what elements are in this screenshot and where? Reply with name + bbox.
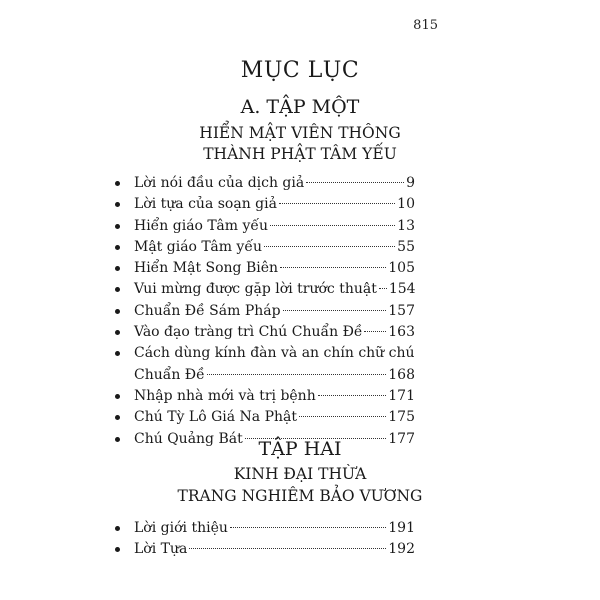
bullet-icon: [115, 547, 120, 552]
toc-entry: [0, 301, 600, 322]
toc-entry-label: Vui mừng được gặp lời trước thuật: [134, 281, 377, 298]
dot-leader: [279, 203, 395, 204]
toc-entry-label: Vào đạo tràng trì Chú Chuẩn Đề: [134, 324, 363, 341]
toc-entry: [0, 194, 600, 215]
toc-entry-page: 10: [397, 196, 415, 213]
toc-entry-page: 105: [388, 260, 415, 277]
bullet-icon: [115, 181, 120, 186]
dot-leader: [283, 310, 387, 311]
dot-leader: [230, 527, 386, 528]
toc-entry-label: Chú Quảng Bát: [134, 430, 243, 447]
page-number: 815: [413, 18, 438, 33]
toc-entry-page: 191: [388, 520, 415, 536]
section-a-subtitle-line2: THÀNH PHẬT TÂM YẾU: [203, 145, 397, 163]
bullet-icon: [115, 526, 120, 531]
dot-leader: [318, 395, 387, 396]
toc-entry: [0, 279, 600, 300]
dot-leader: [270, 225, 395, 226]
dot-leader: [364, 331, 386, 332]
toc-entry-label-line1: Cách dùng kính đàn và an chín chữ chú: [134, 345, 415, 362]
bullet-icon: [115, 309, 120, 314]
toc-entry-page: 13: [397, 217, 415, 234]
toc-entry-label: Mật giáo Tâm yếu: [134, 238, 262, 255]
bullet-icon: [115, 415, 120, 420]
section-b-heading: TẬP HAI: [258, 438, 342, 460]
toc-entry-page: 163: [388, 324, 415, 341]
toc-entry: [0, 518, 600, 539]
dot-leader: [306, 182, 404, 183]
dot-leader: [264, 246, 395, 247]
toc-list-section-a: [0, 173, 600, 450]
toc-entry: [0, 407, 600, 428]
toc-entry-label: Lời nói đầu của dịch giả: [134, 175, 305, 191]
toc-entry: [0, 173, 600, 194]
bullet-icon: [115, 266, 120, 271]
toc-entry-page: 9: [406, 175, 415, 191]
toc-entry-label: Lời tựa của soạn giả: [134, 196, 277, 213]
toc-entry-label: Hiển giáo Tâm yếu: [134, 217, 268, 234]
toc-list-section-b: [0, 518, 600, 561]
toc-entry-label: Lời Tựa: [134, 541, 188, 558]
section-b-subtitle-line1: KINH ĐẠI THỪA: [233, 465, 367, 483]
toc-entry: [0, 539, 600, 560]
toc-entry-page: 55: [397, 238, 415, 255]
toc-entry-page: 168: [388, 366, 415, 383]
dot-leader: [299, 416, 386, 417]
toc-entry-continuation: [0, 365, 600, 386]
toc-entry-page: 177: [388, 430, 415, 447]
toc-entry-page: 192: [388, 541, 415, 558]
toc-entry-label: Lời giới thiệu: [134, 520, 228, 536]
bullet-icon: [115, 224, 120, 229]
toc-entry-label: Chuẩn Đề: [134, 366, 205, 383]
toc-entry-page: 175: [388, 409, 415, 426]
bullet-icon: [115, 202, 120, 207]
toc-entry-label: Nhập nhà mới và trị bệnh: [134, 387, 316, 404]
section-a-heading: A. TẬP MỘT: [240, 96, 360, 118]
toc-entry: [0, 258, 600, 279]
page-title: MỤC LỤC: [240, 58, 360, 83]
bullet-icon: [115, 245, 120, 250]
dot-leader: [280, 267, 386, 268]
bullet-icon: [115, 394, 120, 399]
toc-entry-label: Hiển Mật Song Biên: [134, 260, 279, 277]
bullet-icon: [115, 330, 120, 335]
toc-entry: [0, 386, 600, 407]
toc-entry-page: 171: [388, 387, 415, 404]
toc-entry-label: Chuẩn Đề Sám Pháp: [134, 302, 281, 319]
toc-entry-page: 154: [388, 281, 416, 298]
dot-leader: [379, 288, 387, 289]
bullet-icon: [115, 351, 120, 356]
toc-entry: [0, 237, 600, 258]
toc-entry-page: 157: [388, 302, 415, 319]
toc-entry: [0, 322, 600, 343]
section-a-subtitle-line1: HIỂN MẬT VIÊN THÔNG: [199, 124, 401, 142]
bullet-icon: [115, 287, 120, 292]
dot-leader: [189, 548, 386, 549]
section-b-subtitle-line2: TRANG NGHIÊM BẢO VƯƠNG: [177, 487, 423, 505]
dot-leader: [207, 374, 387, 375]
toc-entry: [0, 216, 600, 237]
toc-entry-multiline: [0, 343, 600, 364]
toc-entry-label: Chú Tỳ Lô Giá Na Phật: [134, 409, 297, 426]
